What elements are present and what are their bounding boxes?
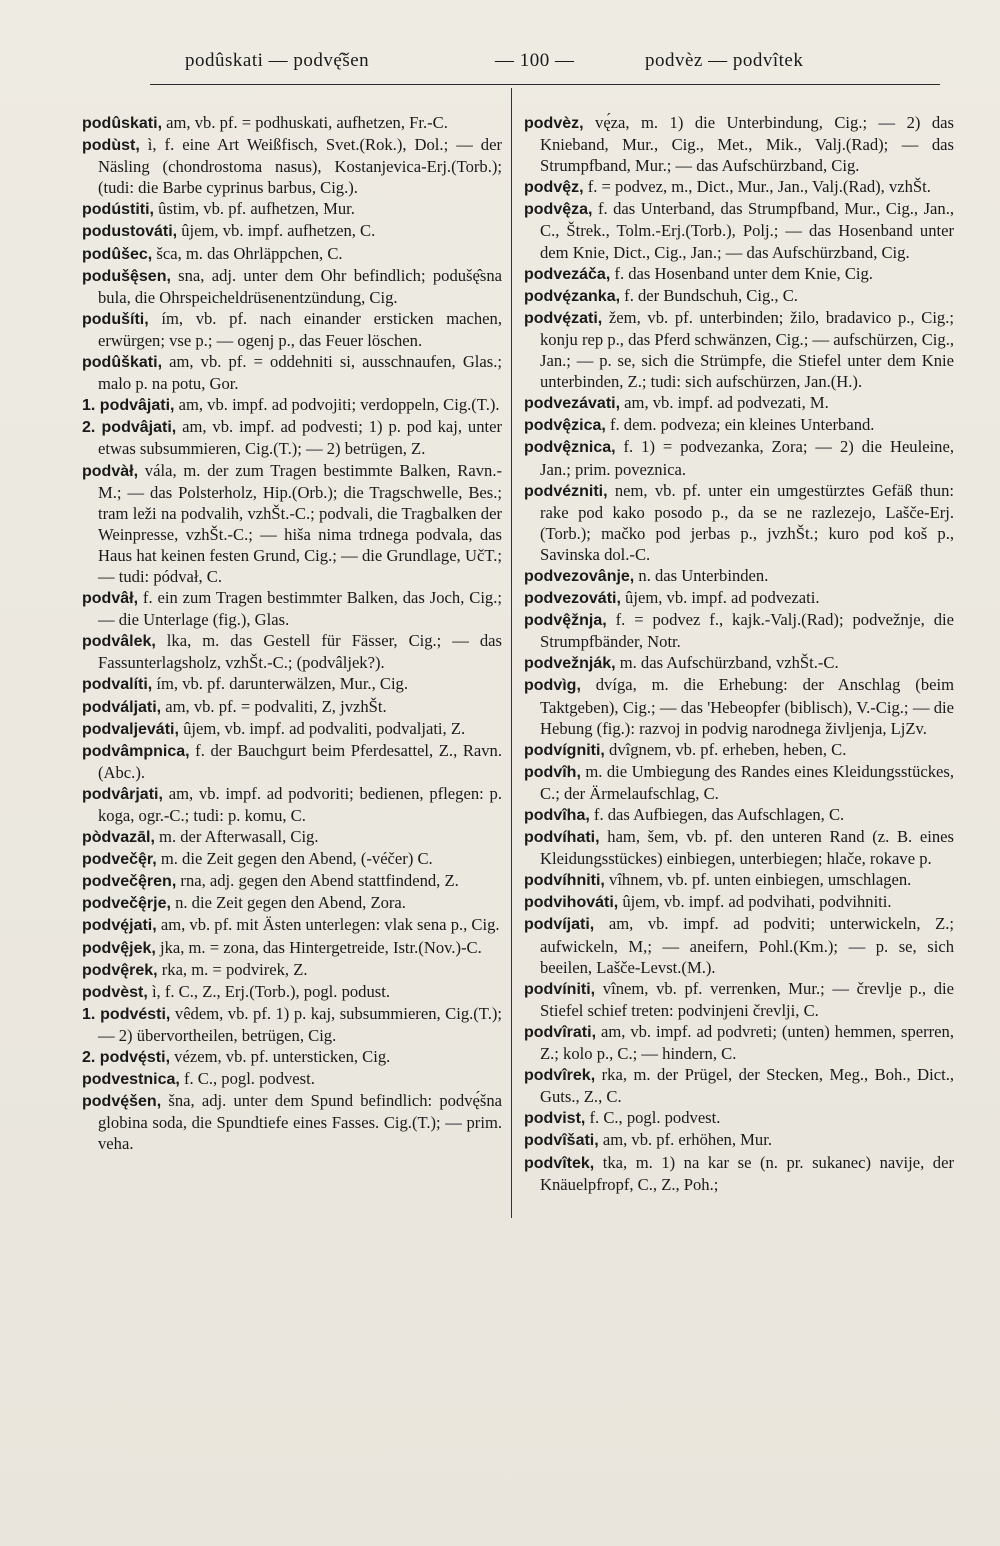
entry-headword: podvezováti, (524, 590, 621, 608)
entry-headword: podušę̂sen, (82, 267, 171, 285)
entry-headword: podvę́zati, (524, 309, 603, 327)
page-number: — 100 — (495, 50, 575, 71)
entry-headword: podùst, (82, 137, 140, 155)
dictionary-entry (82, 112, 502, 134)
entry-headword: podvìg, (524, 677, 581, 695)
entry-definition: am, vb. pf. = podhuskati, aufhetzen, Fr.-C. (162, 113, 448, 132)
entry-definition: f. das Hosenband unter dem Knie, Cig. (610, 263, 873, 283)
dictionary-entry (524, 891, 954, 913)
entry-headword: podvârjati, (82, 785, 163, 803)
dictionary-entry (524, 436, 954, 479)
dictionary-entry (82, 959, 502, 981)
entry-definition: am, vb. pf. = oddehniti si, ausschnaufen, Glas.; malo p. na potu, Gor. (98, 352, 502, 394)
entry-definition: m. die Umbiegung des Randes eines Kleidungsstückes, C.; der Ärmelaufschlag, C. (540, 761, 954, 803)
entry-definition: f. = podvez f., kajk.-Valj.(Rad); podvežnje, die Strumpfbänder, Notr. (540, 610, 954, 652)
dictionary-entry (524, 112, 954, 176)
entry-definition: ím, vb. pf. nach einander ersticken machen, erwürgen; vse p.; — ogenj p., das Feuer löschen. (98, 308, 502, 350)
dictionary-entry (82, 134, 502, 198)
dictionary-entry (524, 392, 954, 414)
entry-headword: podvâlek, (82, 633, 156, 651)
entry-headword: podvestnica, (82, 1071, 180, 1089)
entry-headword: podvíniti, (524, 980, 596, 998)
dictionary-entry (524, 414, 954, 436)
dictionary-entry (524, 804, 954, 826)
entry-definition: jka, m. = zona, das Hintergetreide, Istr.(Nov.)-C. (155, 937, 482, 957)
entry-definition: f. ein zum Tragen bestimmter Balken, das Joch, Cig.; — die Unterlage (fig.), Glas. (98, 588, 502, 630)
entry-definition: vézem, vb. pf. untersticken, Cig. (170, 1047, 391, 1067)
dictionary-entry (524, 739, 954, 761)
entry-definition: f. das Unterband, das Strumpfband, Mur., Cig., Jan., C., Štrek., Tolm.-Erj.(Torb.), Polj.; — das Hosenband unter dem Knie, Dict., Cig., Jan.; — das Aufschürzband, Cig. (540, 199, 954, 262)
entry-headword: podvíhati, (524, 829, 600, 847)
entry-definition: vę́za, m. 1) die Unterbindung, Cig.; — 2) das Knieband, Mur., Cig., Met., Mik., Valj.(Rad); — das Strumpfband, Mur.; — das Aufschürzband, Cig. (540, 113, 954, 176)
dictionary-entry (82, 673, 502, 695)
entry-definition: m. das Aufschürzband, vzhŠt.-C. (615, 653, 839, 673)
dictionary-entry (82, 783, 502, 826)
entry-definition: vîhnem, vb. pf. unten einbiegen, umschlagen. (604, 870, 912, 890)
entry-definition: ûjem, vb. impf. ad podvaliti, podvaljati, Z. (178, 718, 466, 738)
dictionary-entry (524, 263, 954, 285)
dictionary-entry (82, 243, 502, 265)
entry-headword: podvaljeváti, (82, 720, 179, 738)
entry-headword: podvist, (524, 1110, 586, 1128)
entry-headword: podvezovânje, (524, 567, 635, 585)
entry-definition: f. C., pogl. podvest. (179, 1069, 315, 1089)
dictionary-entry (524, 565, 954, 587)
entry-headword: podvę̂žnja, (524, 612, 607, 630)
entry-headword: podvézniti, (524, 482, 608, 500)
entry-headword: podvîšati, (524, 1132, 599, 1150)
entry-headword: podvihováti, (524, 894, 619, 912)
entry-definition: f. C., pogl. podvest. (585, 1108, 721, 1128)
entry-headword: podvę̂z, (524, 179, 584, 197)
entry-headword: podvèz, (524, 115, 584, 132)
entry-headword: podvę̂znica, (524, 439, 616, 457)
entry-headword: podvečę̂rje, (82, 895, 171, 913)
dictionary-entry (82, 981, 502, 1003)
dictionary-entry (524, 1064, 954, 1107)
entry-definition: ím, vb. pf. darunterwälzen, Mur., Cig. (152, 674, 409, 694)
entry-definition: am, vb. pf. = podvaliti, Z, jvzhŠt. (161, 696, 387, 716)
entry-definition: rka, m. der Prügel, der Stecken, Meg., Boh., Dict., Guts., Z., C. (540, 1065, 954, 1107)
entry-definition: dvíga, m. die Erhebung: der Anschlag (beim Taktgeben), Cig.; — das 'Hebeopfer (biblisch), V.-Cig.; — die Hebung (fig.): razvoj in podvig narodnega življenja, LjZv. (540, 675, 954, 738)
entry-definition: ûjem, vb. impf. ad podvezati. (620, 588, 820, 608)
dictionary-entry (82, 198, 502, 220)
running-header (150, 50, 940, 85)
dictionary-entry (524, 176, 954, 198)
dictionary-entry (524, 674, 954, 738)
entry-definition: am, vb. pf. mit Ästen unterlegen: vlak sena p., Cig. (156, 915, 500, 935)
dictionary-entry (82, 394, 502, 416)
dictionary-entry (524, 285, 954, 307)
entry-headword: 2. podvâjati, (82, 419, 177, 437)
entry-definition: am, vb. impf. ad podvesti; 1) p. pod kaj, unter etwas subsummieren, Cig.(T.); — 2) betrügen, Z. (98, 417, 502, 459)
entry-headword: podûškati, (82, 354, 163, 372)
dictionary-entry (82, 718, 502, 740)
dictionary-entry (524, 913, 954, 977)
entry-definition: ì, f. eine Art Weißfisch, Svet.(Rok.), Dol.; — der Näsling (chondrostoma nasus), Kostanjevica-Erj.(Torb.); (tudi: die Barbe cyprinus barbus, Cig.). (98, 135, 502, 198)
entry-headword: podvèst, (82, 983, 148, 1001)
entry-headword: podustováti, (82, 223, 178, 241)
entry-definition: ham, šem, vb. pf. den unteren Rand (z. B. eines Kleidungsstückes) einbiegen, unterbiegen; hlače, rokave p. (540, 827, 954, 869)
entry-headword: 1. podvésti, (82, 1005, 171, 1023)
entry-definition: sna, adj. unter dem Ohr befindlich; podušę̂sna bula, die Ohrspeicheldrüsenentzündung, Cig. (98, 265, 502, 307)
entry-headword: podvezávati, (524, 395, 621, 413)
column-divider (511, 88, 512, 1218)
dictionary-entry (82, 870, 502, 892)
entry-definition: rka, m. = podvirek, Z. (157, 959, 308, 979)
entry-headword: 1. podvâjati, (82, 397, 175, 415)
dictionary-entry (82, 265, 502, 308)
dictionary-entry (82, 1090, 502, 1154)
entry-definition: am, vb. impf. ad podvoriti; bedienen, pflegen: p. koga, ogr.-C.; tudi: p. komu, C. (98, 783, 502, 825)
entry-headword: podvîrek, (524, 1067, 596, 1085)
left-column (82, 112, 502, 1155)
entry-headword: podvígniti, (524, 741, 605, 759)
entry-headword: podušíti, (82, 310, 149, 328)
entry-headword: podvežnják, (524, 655, 616, 673)
dictionary-entry (524, 609, 954, 652)
entry-definition: lka, m. das Gestell für Fässer, Cig.; — das Fassunterlagsholz, vzhŠt.-C.; (podvâljek?). (98, 631, 502, 673)
entry-definition: f. der Bundschuh, Cig., C. (620, 285, 798, 305)
entry-headword: podvàł, (82, 462, 139, 480)
entry-headword: podvalíti, (82, 676, 153, 694)
entry-definition: ûjem, vb. impf. ad podvihati, podvihniti. (618, 892, 892, 912)
entry-definition: dvîgnem, vb. pf. erheben, heben, C. (604, 739, 847, 759)
dictionary-entry (82, 220, 502, 242)
entry-headword: podvę̂jek, (82, 939, 156, 957)
entry-headword: podvîha, (524, 807, 590, 824)
dictionary-entry (524, 1152, 954, 1195)
entry-definition: am, vb. impf. ad podvreti; (unten) hemmen, sperren, Z.; kolo p., C.; — hindern, C. (540, 1021, 954, 1064)
entry-headword: podvę́šen, (82, 1093, 162, 1111)
dictionary-entry (82, 630, 502, 673)
right-column (524, 112, 954, 1195)
entry-definition: šca, m. das Ohrläppchen, C. (152, 243, 343, 263)
dictionary-entry (82, 914, 502, 936)
header-left-guide-words: podûskati — podvę̂šen (185, 50, 370, 71)
entry-definition: f. dem. podveza; ein kleines Unterband. (605, 415, 875, 435)
entry-headword: podvečę̂ren, (82, 873, 177, 891)
entry-definition: am, vb. impf. ad podvojiti; verdoppeln, Cig.(T.). (174, 395, 500, 415)
entry-headword: podvîrati, (524, 1023, 597, 1041)
entry-headword: podvâmpnica, (82, 742, 190, 760)
entry-headword: 2. podvę́sti, (82, 1049, 171, 1067)
dictionary-entry (524, 1129, 954, 1151)
entry-headword: podvę́jati, (82, 917, 157, 935)
entry-headword: podûskati, (82, 115, 163, 132)
dictionary-entry (82, 416, 502, 459)
entry-headword: podvíhniti, (524, 872, 605, 890)
dictionary-entry (82, 1046, 502, 1068)
dictionary-entry (82, 351, 502, 394)
dictionary-entry (524, 826, 954, 869)
entry-headword: podvę́zanka, (524, 287, 621, 305)
entry-definition: žem, vb. pf. unterbinden; žilo, bradavico p., Cig.; konju rep p., das Pferd schwänzen, Cig.; — aufschürzen, Cig., Jan.; — p. se, sich die Strümpfe, die Stiefel unter dem Knie unterbinden, Z.; tudi: sich aufschürzen, Jan.(H.). (540, 307, 954, 392)
dictionary-entry (524, 1107, 954, 1129)
dictionary-entry (82, 460, 502, 588)
dictionary-entry (82, 1068, 502, 1090)
entry-headword: pòdvazāl, (82, 829, 155, 847)
entry-definition: vêdem, vb. pf. 1) p. kaj, subsummieren, Cig.(T.); — 2) übervortheilen, betrügen, Cig. (98, 1003, 502, 1045)
entry-definition: n. das Unterbinden. (634, 565, 769, 585)
entry-definition: am, vb. impf. ad podvezati, M. (620, 393, 829, 413)
entry-definition: ì, f. C., Z., Erj.(Torb.), pogl. podust. (147, 981, 390, 1001)
entry-headword: podvâł, (82, 590, 139, 608)
entry-definition: rna, adj. gegen den Abend stattfindend, Z. (176, 871, 459, 891)
dictionary-entry (524, 587, 954, 609)
entry-definition: f. der Bauchgurt beim Pferdesattel, Z., Ravn.(Abc.). (98, 740, 502, 782)
entry-definition: f. = podvez, m., Dict., Mur., Jan., Valj.(Rad), vzhŠt. (583, 177, 931, 197)
dictionary-entry (524, 307, 954, 392)
dictionary-entry (82, 892, 502, 914)
entry-definition: ûjem, vb. impf. aufhetzen, C. (177, 221, 376, 241)
dictionary-entry (524, 480, 954, 565)
entry-definition: m. der Afterwasall, Cig. (154, 827, 319, 847)
entry-definition: m. die Zeit gegen den Abend, (-véčer) C. (156, 849, 433, 869)
dictionary-entry (524, 978, 954, 1021)
dictionary-entry (82, 696, 502, 718)
entry-headword: podváljati, (82, 698, 162, 716)
entry-definition: am, vb. impf. ad podviti; unterwickeln, Z.; aufwickeln, M,; — aneifern, Pohl.(Km.); — p. se, sich beeilen, Lašče-Levst.(M.). (540, 914, 954, 977)
header-right-guide-words: podvèz — podvîtek (645, 50, 804, 71)
dictionary-entry (82, 848, 502, 870)
entry-headword: podvezáča, (524, 265, 611, 283)
dictionary-entry (82, 826, 502, 848)
entry-headword: podústiti, (82, 201, 154, 219)
entry-headword: podvę̂zica, (524, 417, 606, 435)
entry-definition: šna, adj. unter dem Spund befindlich: podvę́šna globina soda, die Spundtiefe eines Fasses. Cig.(T.); — prim. veha. (98, 1091, 502, 1154)
dictionary-entry (82, 308, 502, 351)
dictionary-entry (82, 740, 502, 783)
entry-headword: podvečę̂r, (82, 851, 157, 869)
dictionary-entry (524, 198, 954, 262)
entry-definition: vála, m. der zum Tragen bestimmte Balken, Ravn.-M.; — das Polsterholz, Hip.(Orb.); die Tragschwelle, Bes.; tram leži na podvalih, vzhŠt.-C.; podvali, die Tragbalken der Weinpresse, vzhŠt.-C.; — hiša nima trdnega podvala, das Haus hat keinen festen Grund, Cig.; — die Grundlage, UčT.; — tudi: pódvał, C. (98, 460, 502, 586)
entry-definition: f. 1) = podvezanka, Zora; — 2) die Heuleine, Jan.; prim. poveznica. (540, 437, 954, 479)
entry-definition: ûstim, vb. pf. aufhetzen, Mur. (153, 199, 355, 219)
entry-headword: podûšec, (82, 245, 153, 263)
dictionary-entry (524, 869, 954, 891)
dictionary-entry (82, 587, 502, 630)
dictionary-entry (524, 1021, 954, 1064)
dictionary-entry (82, 937, 502, 959)
entry-definition: f. das Aufbiegen, das Aufschlagen, C. (589, 805, 845, 824)
entry-definition: tka, m. 1) na kar se (n. pr. sukanec) navije, der Knäuelpfropf, C., Z., Poh.; (540, 1152, 954, 1194)
dictionary-entry (524, 761, 954, 804)
entry-headword: podvîh, (524, 763, 581, 781)
dictionary-entry (524, 652, 954, 674)
entry-definition: nem, vb. pf. unter ein umgestürztes Gefäß thun: rake pod kako posodo p., da se ne razlezejo, Lašče-Erj.(Torb.); mačko pod jerbas p., jvzhŠt.; kuro pod koš p., Savinska dol.-C. (540, 480, 954, 564)
entry-definition: am, vb. pf. erhöhen, Mur. (598, 1130, 772, 1150)
entry-headword: podvíjati, (524, 916, 595, 934)
entry-headword: podvę̂za, (524, 201, 593, 219)
dictionary-entry (82, 1003, 502, 1046)
entry-headword: podvîtek, (524, 1154, 595, 1172)
entry-definition: n. die Zeit gegen den Abend, Zora. (170, 893, 406, 913)
entry-definition: vînem, vb. pf. verrenken, Mur.; — črevlje p., die Stiefel schief treten: podvinjeni črevlji, C. (540, 978, 954, 1020)
entry-headword: podvę̂rek, (82, 961, 158, 979)
